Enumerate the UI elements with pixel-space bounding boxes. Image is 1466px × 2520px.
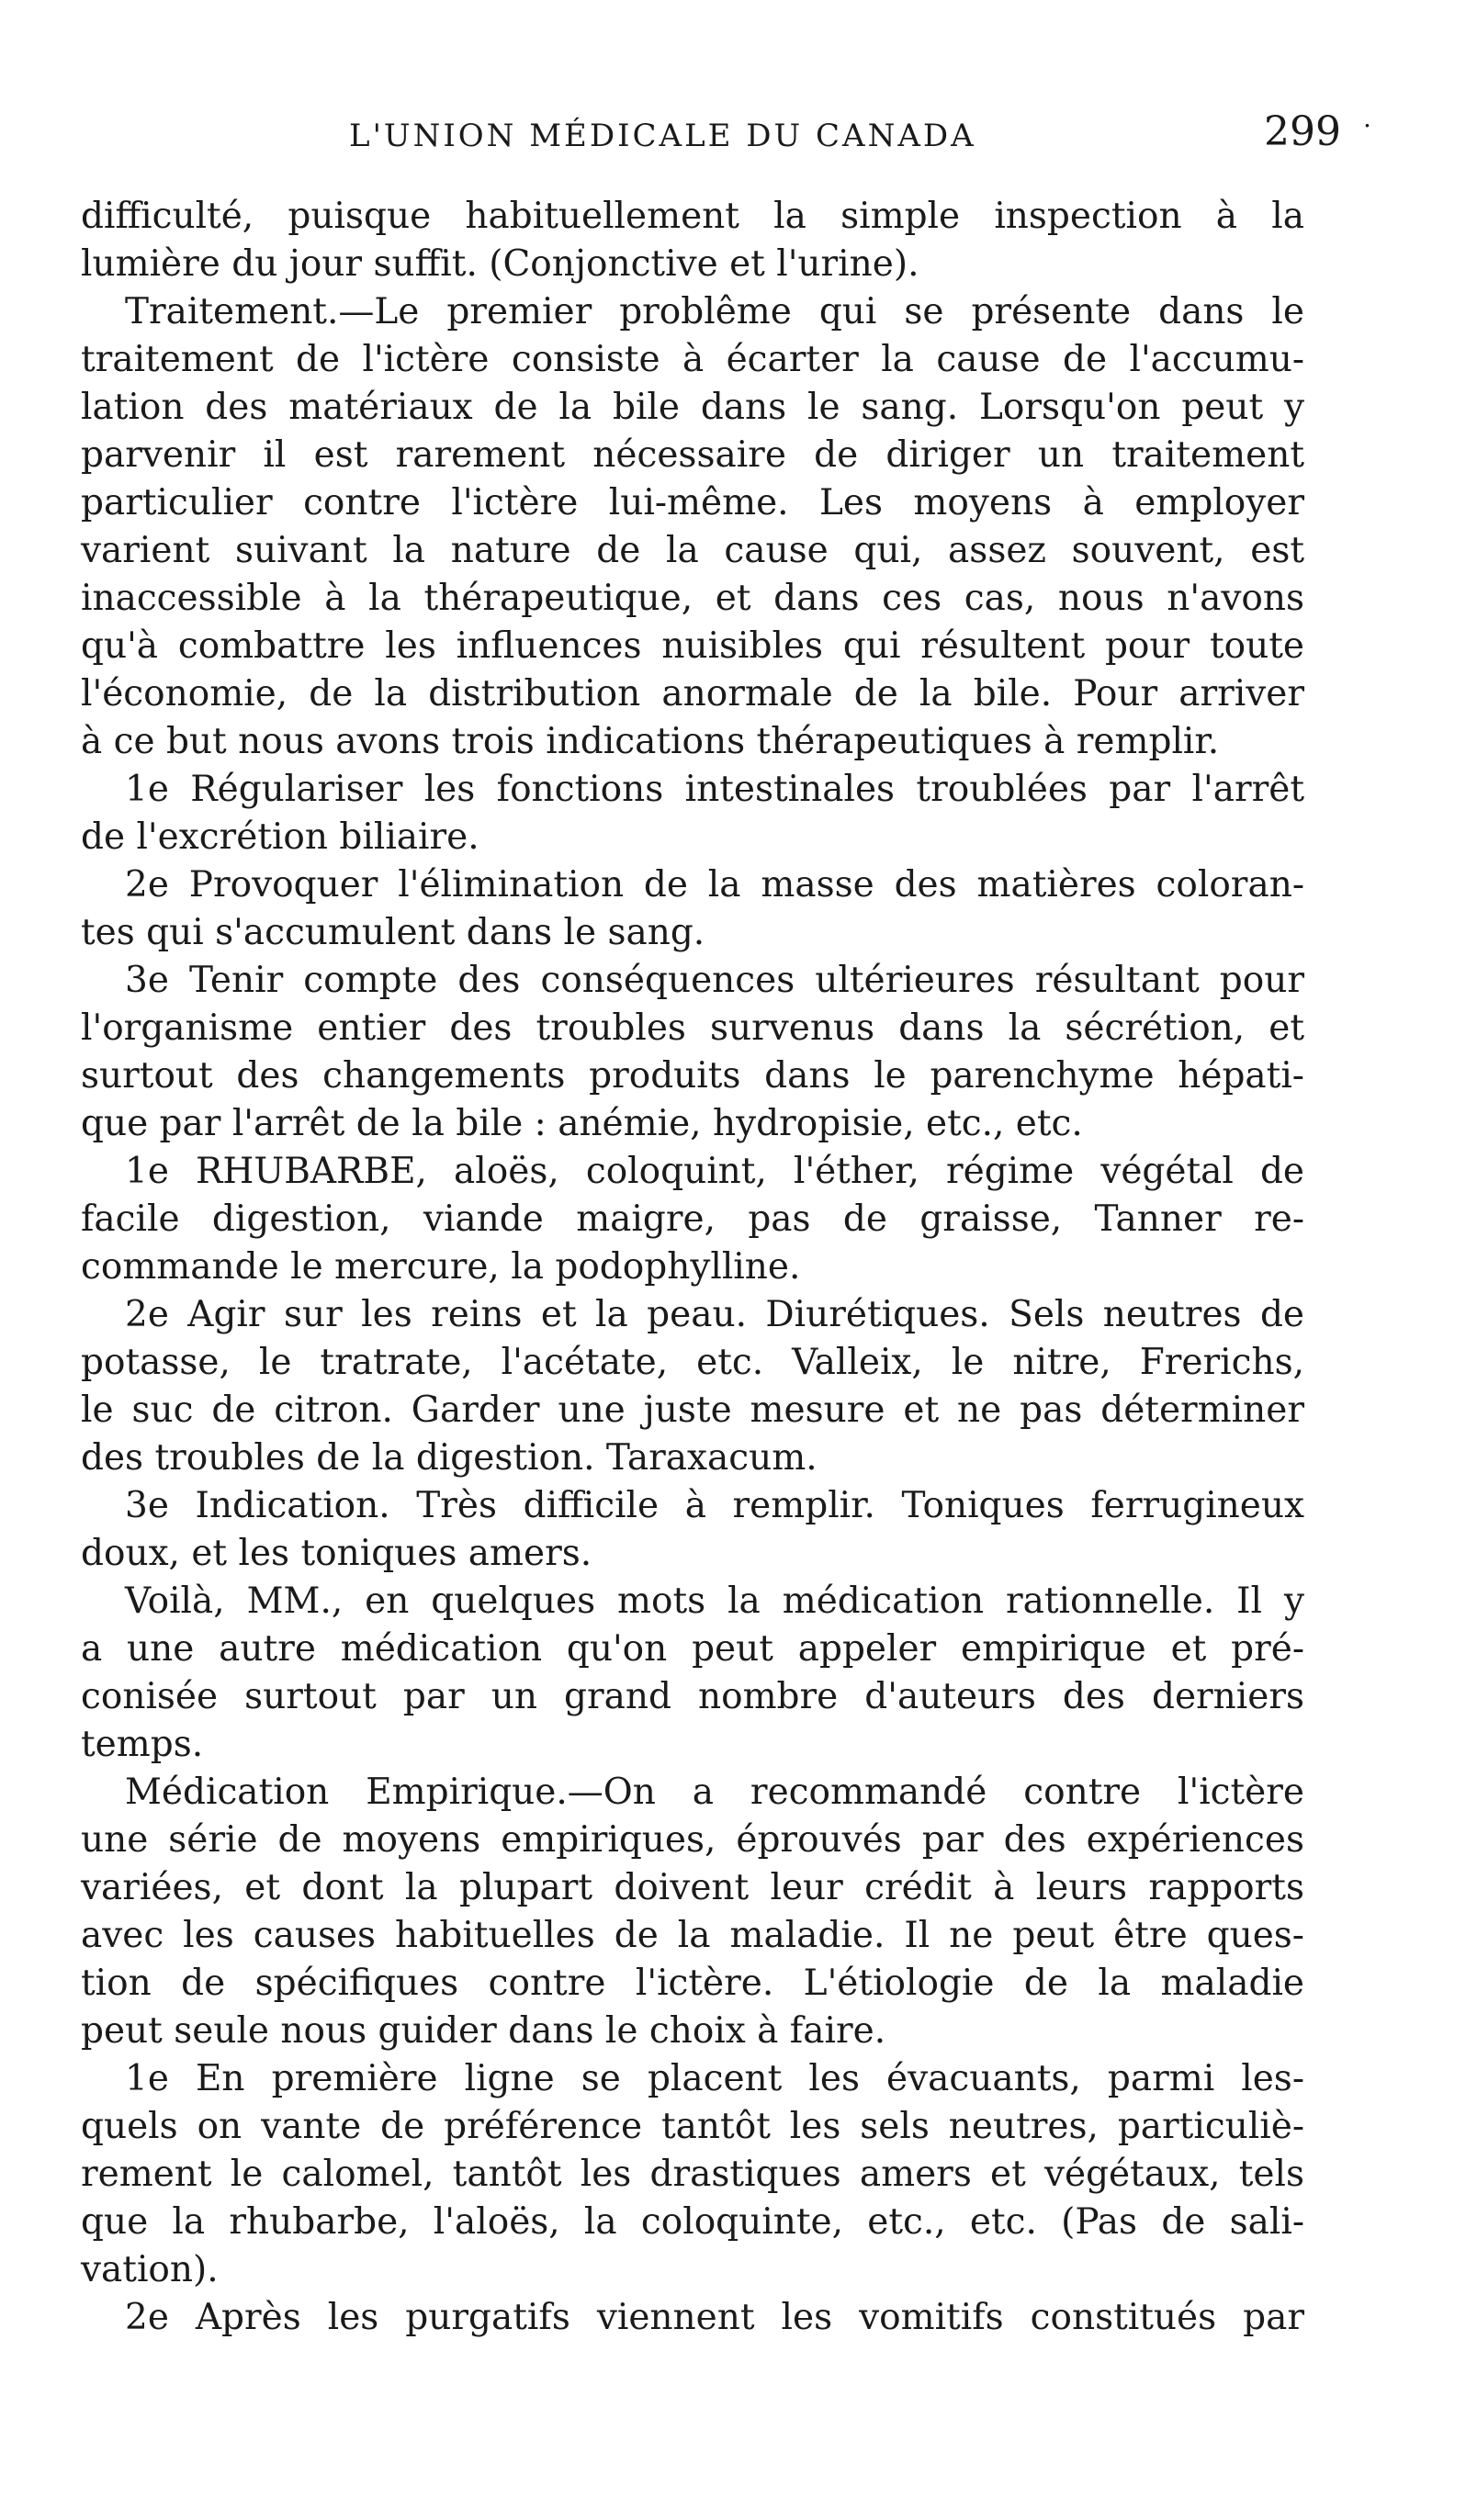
text-line: parvenir il est rarement nécessaire de diriger un traitement — [81, 434, 1304, 476]
running-title: L'UNION MÉDICALE DU CANADA — [349, 118, 976, 154]
text-line: 2e Agir sur les reins et la peau. Diurétiques. Sels neutres de — [125, 1294, 1304, 1335]
margin-mark: . — [1363, 103, 1371, 133]
paragraph-evacuants — [81, 2055, 1304, 2294]
text-line: conisée surtout par un grand nombre d'auteurs des derniers — [81, 1676, 1304, 1717]
text-line: commande le mercure, la podophylline. — [81, 1246, 801, 1288]
text-line: que par l'arrêt de la bile : anémie, hydropisie, etc., etc. — [81, 1103, 1083, 1144]
paragraph-traitement — [81, 288, 1304, 766]
text-line: varient suivant la nature de la cause qui, assez souvent, est — [81, 530, 1304, 571]
text-line: qu'à combattre les influences nuisibles qui résultent pour toute — [81, 625, 1304, 667]
text-line: doux, et les toniques amers. — [81, 1533, 592, 1574]
paragraph-rhubarbe — [81, 1148, 1304, 1291]
text-line: l'économie, de la distribution anormale de la bile. Pour arriver — [81, 673, 1304, 714]
text-line: 3e Indication. Très difficile à remplir. Toniques ferrugineux — [125, 1485, 1304, 1526]
paragraph-indication-1 — [81, 766, 1304, 861]
text-line: facile digestion, viande maigre, pas de graisse, Tanner re- — [81, 1198, 1304, 1240]
running-header — [73, 108, 1341, 163]
text-line: rement le calomel, tantôt les drastiques amers et végétaux, tels — [81, 2154, 1304, 2195]
paragraph-toniques — [81, 1482, 1304, 1578]
text-line: inaccessible à la thérapeutique, et dans ces cas, nous n'avons — [81, 578, 1304, 619]
text-line: variées, et dont la plupart doivent leur crédit à leurs rapports — [81, 1867, 1304, 1908]
paragraph-indication-2 — [81, 861, 1304, 957]
text-line: difficulté, puisque habituellement la simple inspection à la — [81, 196, 1304, 237]
text-line: des troubles de la digestion. Taraxacum. — [81, 1437, 818, 1479]
text-line: 2e Après les purgatifs viennent les vomitifs constitués par — [125, 2297, 1304, 2338]
text-line: a une autre médication qu'on peut appeler empirique et pré- — [81, 1628, 1304, 1670]
text-line: Traitement.—Le premier problême qui se présente dans le — [125, 291, 1304, 332]
text-line: quels on vante de préférence tantôt les sels neutres, particuliè- — [81, 2106, 1304, 2147]
paragraph-reins-peau — [81, 1291, 1304, 1482]
text-line: temps. — [81, 1724, 204, 1765]
body-text — [81, 193, 1304, 2342]
text-line: lumière du jour suffit. (Conjonctive et l'urine). — [81, 243, 919, 285]
paragraph-indication-3 — [81, 957, 1304, 1148]
text-line: vation). — [81, 2249, 219, 2290]
text-line: particulier contre l'ictère lui-même. Les moyens à employer — [81, 482, 1304, 523]
text-line: 1e Régulariser les fonctions intestinales troublées par l'arrêt — [125, 769, 1304, 810]
text-line: le suc de citron. Garder une juste mesure et ne pas déterminer — [81, 1389, 1304, 1431]
text-line: avec les causes habituelles de la maladie. Il ne peut être ques- — [81, 1915, 1304, 1956]
text-line: 1e RHUBARBE, aloës, coloquint, l'éther, régime végétal de — [125, 1151, 1304, 1192]
text-line: traitement de l'ictère consiste à écarter la cause de l'accumu- — [81, 339, 1304, 380]
text-line: tes qui s'accumulent dans le sang. — [81, 912, 705, 953]
text-line: potasse, le tratrate, l'acétate, etc. Valleix, le nitre, Frerichs, — [81, 1342, 1304, 1383]
text-line: 3e Tenir compte des conséquences ultérieures résultant pour — [125, 960, 1304, 1001]
text-line: de l'excrétion biliaire. — [81, 816, 479, 858]
text-line: tion de spécifiques contre l'ictère. L'étiologie de la maladie — [81, 1963, 1304, 2004]
text-line: une série de moyens empiriques, éprouvés par des expériences — [81, 1819, 1304, 1861]
text-line: 2e Provoquer l'élimination de la masse des matières coloran- — [125, 864, 1304, 906]
paragraph-medication-empirique — [81, 1769, 1304, 2055]
text-line: lation des matériaux de la bile dans le sang. Lorsqu'on peut y — [81, 387, 1304, 428]
text-line: Voilà, MM., en quelques mots la médication rationnelle. Il y — [125, 1581, 1304, 1622]
text-line: 1e En première ligne se placent les évacuants, parmi les- — [125, 2058, 1304, 2099]
page-number: 299 — [1264, 108, 1341, 155]
paragraph-medication-rationnelle — [81, 1578, 1304, 1769]
text-line: l'organisme entier des troubles survenus dans la sécrétion, et — [81, 1007, 1304, 1049]
paragraph — [81, 193, 1304, 288]
text-line: peut seule nous guider dans le choix à faire. — [81, 2010, 886, 2052]
text-line: surtout des changements produits dans le parenchyme hépati- — [81, 1055, 1304, 1097]
text-line: à ce but nous avons trois indications thérapeutiques à remplir. — [81, 721, 1220, 762]
paragraph-vomitifs — [81, 2294, 1304, 2342]
text-line: que la rhubarbe, l'aloës, la coloquinte, etc., etc. (Pas de sali- — [81, 2201, 1304, 2243]
text-line: Médication Empirique.—On a recommandé contre l'ictère — [125, 1772, 1304, 1813]
